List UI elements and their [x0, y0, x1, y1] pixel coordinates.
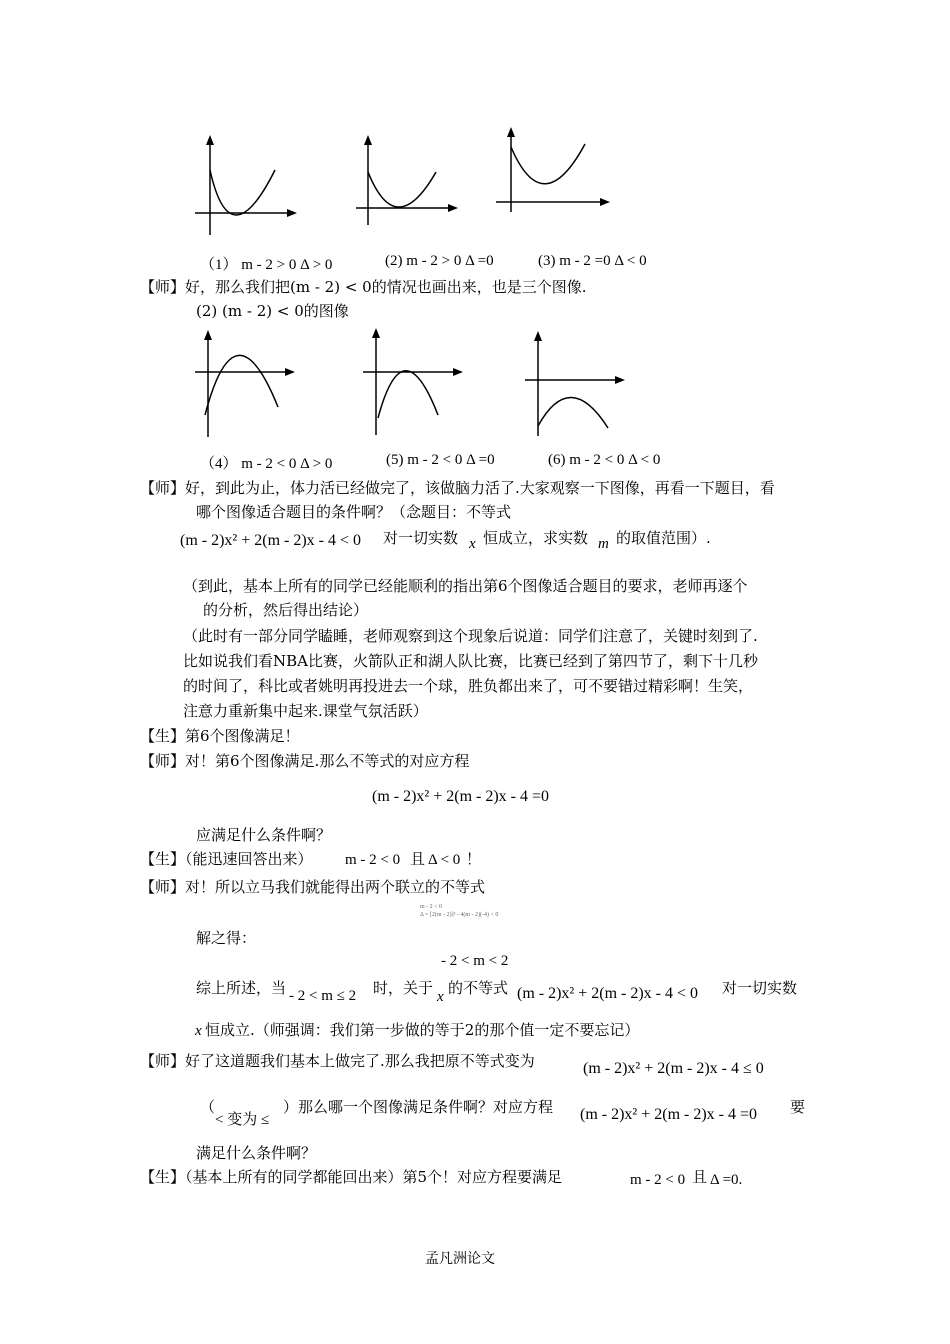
text: 的取值范围）. — [616, 529, 711, 547]
student-line-1: 【生】第6个图像满足！ — [140, 727, 300, 745]
system-line-1: m - 2 < 0 — [420, 904, 443, 910]
text: ）那么哪一个图像满足条件啊？对应方程 — [283, 1098, 554, 1116]
teacher-line-5: 【师】好了这道题我们基本上做完了.那么我把原不等式变为 — [140, 1052, 535, 1070]
cond-1: m - 2 < 0 — [345, 852, 401, 868]
subheading: (2) (m - 2) < 0的图像 — [196, 302, 349, 320]
teacher-line-1: 【师】好，那么我们把(m - 2) < 0的情况也画出来，也是三个图像. — [140, 278, 587, 296]
var-m: m — [598, 536, 609, 552]
text: 的不等式 — [448, 979, 509, 997]
graph-6-label: (6) m - 2 < 0 Δ < 0 — [548, 452, 661, 468]
text: 对一切实数 — [722, 979, 798, 997]
equation-1: (m - 2)x² + 2(m - 2)x - 4 =0 — [372, 788, 550, 805]
graph-2-label: (2) m - 2 > 0 Δ =0 — [385, 253, 494, 269]
graph-6 — [520, 328, 630, 438]
var-x: x — [195, 1023, 202, 1039]
teacher-line-2: 【师】好，到此为止，体力活已经做完了，该做脑力活了.大家观察一下图像，再看一下题目，看 — [140, 479, 775, 497]
graph-3 — [488, 122, 613, 222]
graph-5 — [358, 325, 468, 440]
var-x: x — [437, 989, 444, 1005]
text: 对一切实数 — [383, 529, 459, 547]
note-2-line-3: 的时间了，科比或者姚明再投进去一个球，胜负都出来了，可不要错过精彩啊！生笑， — [183, 677, 754, 695]
question-2: 满足什么条件啊？ — [196, 1144, 317, 1162]
student-line-3: 【生】（基本上所有的同学都能回出来）第5个！对应方程要满足 — [140, 1168, 563, 1186]
note-2-line-2: 比如说我们看NBA比赛，火箭队正和湖人队比赛，比赛已经到了第四节了，剩下十几秒 — [183, 652, 758, 670]
text: 恒成立，求实数 — [483, 529, 589, 547]
cond-4: Δ =0. — [710, 1172, 743, 1188]
inequality-3: (m - 2)x² + 2(m - 2)x - 4 ≤ 0 — [583, 1060, 764, 1077]
note-1-line-1: （到此，基本上所有的同学已经能顺利的指出第6个图像适合题目的要求，老师再逐个 — [183, 577, 748, 595]
graph-2 — [348, 130, 463, 230]
graph-5-label: (5) m - 2 < 0 Δ =0 — [386, 452, 495, 468]
text: 恒成立.（师强调：我们第一步做的等于2的那个值一定不要忘记） — [205, 1021, 640, 1039]
system-line-2: Δ = [2(m - 2)]² - 4(m - 2)(-4) < 0 — [420, 912, 499, 918]
text: 综上所述，当 — [196, 979, 287, 997]
cond-2: Δ < 0 — [428, 852, 461, 868]
text: 且 — [692, 1168, 708, 1186]
text: 要 — [790, 1098, 806, 1116]
graph-4 — [190, 325, 300, 440]
text: 时，关于 — [373, 979, 434, 997]
graph-1-label: （1） m - 2 > 0 Δ > 0 — [200, 257, 333, 273]
note-1-line-2: 的分析，然后得出结论） — [203, 601, 369, 619]
solve-label: 解之得： — [196, 929, 257, 947]
graph-1 — [190, 130, 300, 240]
text: （ — [200, 1098, 216, 1116]
text: 且 — [410, 850, 426, 868]
text: ！ — [466, 850, 482, 868]
range: - 2 < m ≤ 2 — [289, 988, 357, 1004]
teacher-line-4: 【师】对！所以立马我们就能得出两个联立的不等式 — [140, 878, 486, 896]
teacher-line-3: 【师】对！第6个图像满足.那么不等式的对应方程 — [140, 752, 470, 770]
note-2-line-1: （此时有一部分同学瞌睡，老师观察到这个现象后说道：同学们注意了，关键时刻到了. — [183, 627, 758, 645]
equation-2: (m - 2)x² + 2(m - 2)x - 4 =0 — [580, 1106, 758, 1123]
var-x: x — [469, 536, 476, 552]
note-2-line-4: 注意力重新集中起来.课堂气氛活跃） — [183, 702, 428, 720]
graph-4-label: （4） m - 2 < 0 Δ > 0 — [200, 456, 333, 472]
cond-3: m - 2 < 0 — [630, 1172, 686, 1188]
change-note: < 变为 ≤ — [215, 1112, 270, 1128]
graph-3-label: (3) m - 2 =0 Δ < 0 — [538, 253, 647, 269]
inequality-2: (m - 2)x² + 2(m - 2)x - 4 < 0 — [517, 985, 699, 1002]
footer: 孟凡洲论文 — [425, 1251, 495, 1267]
student-line-2: 【生】（能迅速回答出来） — [140, 850, 313, 868]
question-1: 应满足什么条件啊？ — [196, 826, 332, 844]
teacher-line-2b: 哪个图像适合题目的条件啊？（念题目：不等式 — [196, 503, 512, 521]
solution: - 2 < m < 2 — [441, 953, 509, 969]
inequality: (m - 2)x² + 2(m - 2)x - 4 < 0 — [180, 532, 362, 549]
